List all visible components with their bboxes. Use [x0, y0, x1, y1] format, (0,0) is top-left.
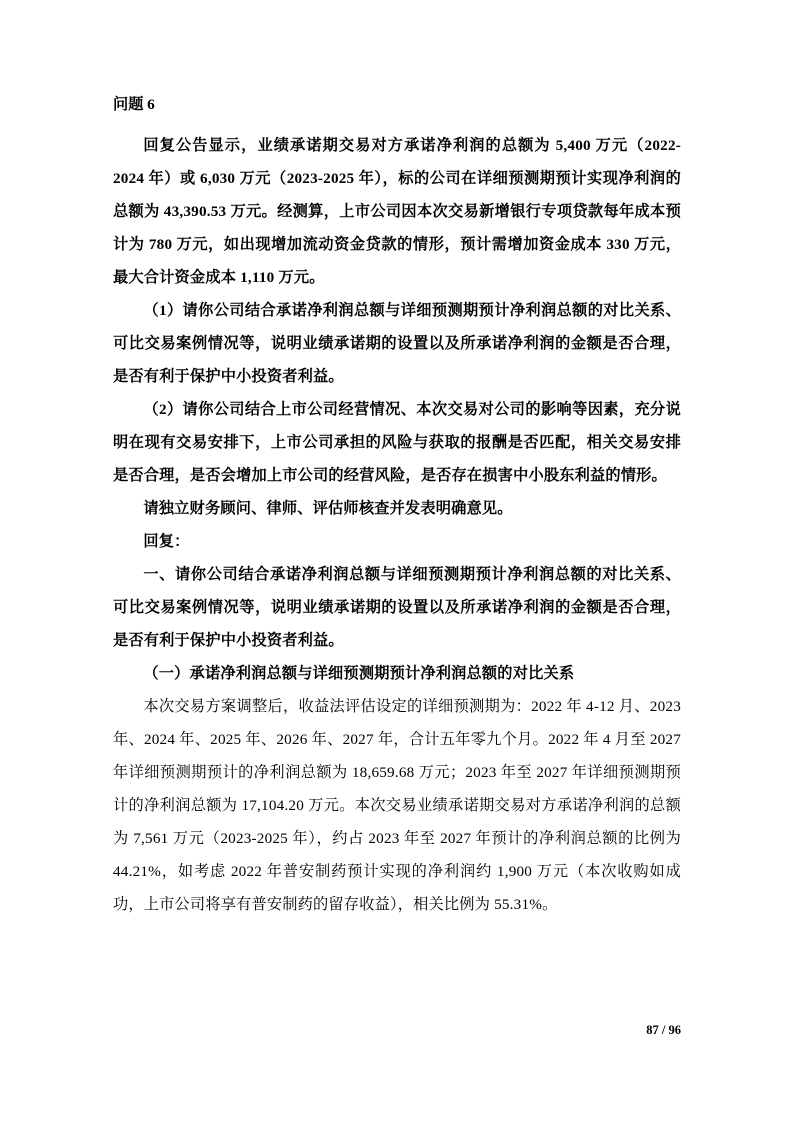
paragraph-subsection-one: （一）承诺净利润总额与详细预测期预计净利润总额的对比关系 — [143, 665, 575, 682]
question-heading: 问题 6 — [113, 96, 155, 113]
paragraph-question-1: （1）请你公司结合承诺净利润总额与详细预测期预计净利润总额的对比关系、可比交易案例情况等，说明业绩承诺期的设置以及所承诺净利润的金额是否合理，是否有利于保护中小投资者利益。 — [113, 302, 681, 385]
paragraph-opinion-request: 请独立财务顾问、律师、评估师核查并发表明确意见。 — [143, 500, 513, 517]
paragraph-question-2: （2）请你公司结合上市公司经营情况、本次交易对公司的影响等因素，充分说明在现有交易安排下，上市公司承担的风险与获取的报酬是否匹配，相关交易安排是否合理，是否会增加上市公司的经营风险，是否存在损害中小股东利益的情形。 — [113, 401, 681, 484]
paragraph-body-1: 本次交易方案调整后，收益法评估设定的详细预测期为：2022 年 4-12 月、2023 年、2024 年、2025 年、2026 年、2027 年，合计五年零九个月。2022 年 4 月至 2027 年详细预测期预计的净利润总额为 18,659.68 万元；2023 年至 2027 年详细预测期预计的净利润总额为 17,104.20 万元。本次交易业绩承诺期交易对方承诺净利润的总额为 7,561 万元（2023-2025 年），约占 2023 年至 2027 年预计的净利润总额的比例为 44.21%，如考虑 2022 年普安制药预计实现的净利润约 1,900 万元（本次收购如成功，上市公司将享有普安制药的留存收益），相关比例为 55.31%。 — [113, 698, 681, 913]
paragraph-reply-label: 回复： — [143, 533, 190, 550]
page-number-footer: 87 / 96 — [646, 1023, 681, 1037]
paragraph-intro: 回复公告显示，业绩承诺期交易对方承诺净利润的总额为 5,400 万元（2022-2024 年）或 6,030 万元（2023-2025 年），标的公司在详细预测期预计实现净利润的总额为 43,390.53 万元。经测算，上市公司因本次交易新增银行专项贷款每年成本预计为 780 万元，如出现增加流动资金贷款的情形，预计需增加资金成本 330 万元，最大合计资金成本 1,110 万元。 — [113, 137, 681, 286]
paragraph-section-one: 一、请你公司结合承诺净利润总额与详细预测期预计净利润总额的对比关系、可比交易案例情况等，说明业绩承诺期的设置以及所承诺净利润的金额是否合理，是否有利于保护中小投资者利益。 — [113, 566, 681, 649]
page-content — [113, 88, 681, 921]
